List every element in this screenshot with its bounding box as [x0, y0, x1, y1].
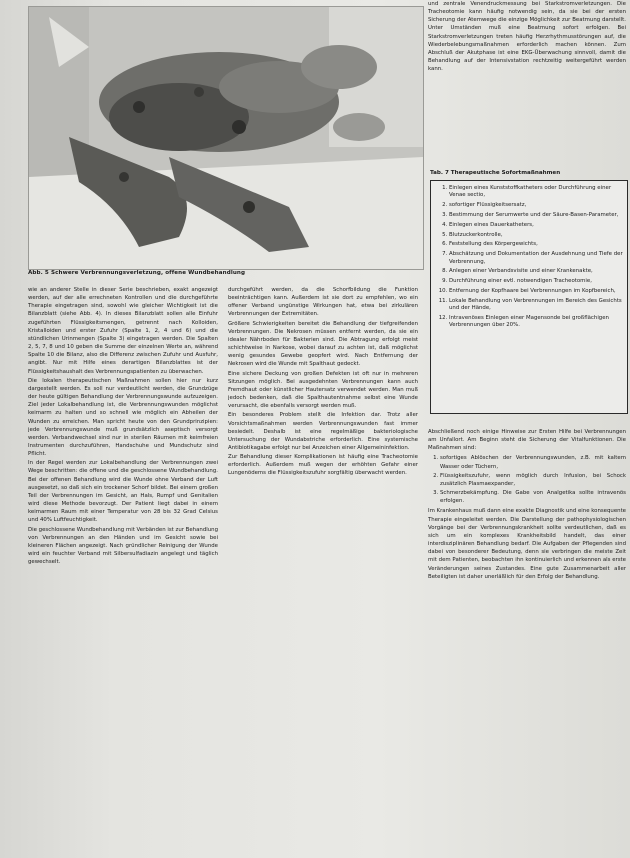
text-column-3-top: [428, 0, 626, 158]
text-column-1: [28, 286, 218, 852]
list-item: 11. Lokale Behandlung von Verbrennungen im Bereich des Gesichts und der Hände,: [449, 298, 623, 313]
table-title: Tab. 7 Therapeutische Sofortmaßnahmen: [430, 170, 561, 176]
list-item: 5. Blutzuckerkontrolle,: [449, 232, 623, 239]
photo-image: [29, 7, 423, 269]
paragraph: Abschließend noch einige Hinweise zur Ersten Hilfe bei Verbrennungen am Unfallort. Am Beginn steht die Sicherung der Vitalfunktionen. Die Maßnahmen sind:: [428, 429, 626, 452]
list-item: 3. Bestimmung der Serumwerte und der Säure-Basen-Parameter,: [449, 212, 623, 219]
list-item: 9. Durchführung einer evtl. notwendigen Tracheotomie,: [449, 278, 623, 285]
paragraph: und zentrale Venendruckmessung bei Starkstromverletzungen. Die Tracheotomie kann häufig notwendig sein, da sie bei der ersten Sicherung der Atemwege die einzige Möglichkeit zur Beatmung darstellt. Unter Umständen muß eine Beatmung sofort erfolgen. Bei Starkstromverletzungen treten häufig Herzrhythmusstörungen auf, die Wiederbelebungsmaßnahmen erforderlich machen können. Zum Abschluß der Akutphase ist eine EKG-Überwachung sinnvoll, damit die Behandlung auf der Intensivstation rechtzeitig weitergeführt werden kann.: [428, 1, 626, 73]
measures-list: [435, 185, 623, 330]
paragraph: Ein besonderes Problem stellt die Infektion dar. Trotz aller Vorsichtsmaßnahmen werden Verbrennungswunden fast immer besiedelt. Deshalb ist eine regelmäßige bakteriologische Untersuchung der Wundabstriche erforderlich. Eine systemische Antibiotikagabe erfolgt nur bei Anzeichen einer Allgemeininfektion.: [228, 412, 418, 451]
list-item: 12. Intravenöses Einlegen einer Magensonde bei großflächigen Verbrennungen über 20%.: [449, 315, 623, 330]
text-column-2: [228, 286, 418, 852]
burn-patient-photo: [28, 6, 424, 270]
list-item: 6. Feststellung des Körpergewichts,: [449, 241, 623, 248]
list-item: 2. Flüssigkeitszufuhr, wenn möglich durch Infusion, bei Schock zusätzlich Plasmaexpander,: [440, 472, 626, 488]
paragraph: Die geschlossene Wundbehandlung mit Verbänden ist zur Behandlung von Verbrennungen an den Händen und im Gesicht sowie bei kleineren Flächen angezeigt. Nach gründlicher Reinigung der Wunde wird ein feuchter Verband mit Silbersulfadiazin angelegt und täglich gewechselt.: [28, 526, 218, 566]
figure-caption: Abb. 5 Schwere Verbrennungsverletzung, offene Wundbehandlung: [28, 270, 246, 276]
paragraph: Zur Behandlung dieser Komplikationen ist häufig eine Tracheotomie erforderlich. Außerdem muß wegen der erhöhten Gefahr einer Lungenödems die Flüssigkeitszufuhr sorgfältig überwacht werden.: [228, 454, 418, 477]
list-item: 3. Schmerzbekämpfung. Die Gabe von Analgetika sollte intravenös erfolgen.: [440, 489, 626, 505]
paragraph: In der Regel werden zur Lokalbehandlung der Verbrennungen zwei Wege beschritten: die offene und die geschlossene Wundbehandlung. Bei der offenen Behandlung wird die Wunde ohne Verband der Luft ausgesetzt, so daß sich ein trockener Schorf bildet. Bei einem großen Teil der Verbrennungen im Gesicht, an Hals, Rumpf und Genitalien wird diese Methode bevorzugt. Der Patient liegt dabei in einem keimarmen Raum mit einer Temperatur von 28 bis 32 Grad Celsius und 40% Luftfeuchtigkeit.: [28, 460, 218, 524]
measures-table: [430, 180, 628, 414]
paragraph: Im Krankenhaus muß dann eine exakte Diagnostik und eine konsequente Therapie eingeleitet werden. Die Darstellung der pathophysiologischen Vorgänge bei der Verbrennungskrankheit sollte verdeutlichen, daß es sich um ein komplexes Krankheitsbild handelt, das einer interdisziplinären Behandlung bedarf. Die Aufgaben der Pflegenden sind dabei von besonderer Bedeutung, denn sie verbringen die meiste Zeit mit dem Patienten, beobachten ihn kontinuierlich und erkennen als erste Veränderungen seines Zustandes. Eine gute Zusammenarbeit aller Beteiligten ist daher unerläßlich für den Erfolg der Behandlung.: [428, 508, 626, 580]
first-aid-list: [428, 454, 626, 505]
paragraph: durchgeführt werden, da die Schorfbildung die Funktion beeinträchtigen kann. Außerdem ist sie dort zu empfehlen, wo ein offener Verband ungünstige Wirkungen hat, etwa bei zirkulären Verbrennungen der Extremitäten.: [228, 287, 418, 318]
paragraph: Größere Schwierigkeiten bereitet die Behandlung der tiefgreifenden Verbrennungen. Die Nekrosen müssen entfernt werden, da sie ein idealer Nährboden für Bakterien sind. Die Abtragung erfolgt meist schichtweise in Narkose, wobei darauf zu achten ist, daß möglichst wenig gesundes Gewebe geopfert wird. Nach Entfernung der Nekrosen wird die Wunde mit Spalthaut gedeckt.: [228, 320, 418, 368]
list-item: 8. Anlegen einer Verbandsvisite und einer Krankenakte,: [449, 268, 623, 275]
list-item: 4. Einlegen eines Dauerkatheters,: [449, 222, 623, 229]
list-item: 1. Einlegen eines Kunststoffkatheters oder Durchführung einer Venae sectio,: [449, 185, 623, 200]
list-item: 2. sofortiger Flüssigkeitsersatz,: [449, 202, 623, 209]
text-column-3-bottom: [428, 428, 626, 852]
list-item: 7. Abschätzung und Dokumentation der Ausdehnung und Tiefe der Verbrennung,: [449, 251, 623, 266]
list-item: 1. sofortiges Ablöschen der Verbrennungswunden, z.B. mit kaltem Wasser oder Tüchern,: [440, 454, 626, 470]
list-item: 10. Entfernung der Kopfhaare bei Verbrennungen im Kopfbereich,: [449, 288, 623, 295]
paragraph: Eine sichere Deckung von großen Defekten ist oft nur in mehreren Sitzungen möglich. Bei ausgedehnten Verbrennungen kann auch Fremdhaut oder künstlicher Hautersatz verwendet werden. Man muß jedoch bedenken, daß die Spalthautentnahme selbst eine Wunde verursacht, die ebenfalls versorgt werden muß.: [228, 370, 418, 410]
paragraph: Die lokalen therapeutischen Maßnahmen sollen hier nur kurz dargestellt werden. Es soll nur verdeutlicht werden, die Grundzüge der heute gültigen Behandlung der Verbrennungswunde aufzuzeigen. Ziel jeder Lokalbehandlung ist, die Verbrennungswunden möglichst keimarm zu halten und so schnell wie möglich ein Abheilen der Wunden zu erreichen. Man spricht heute von den Grundprinzipien: jede Verbrennungswunde muß grundsätzlich aseptisch versorgt werden. Verbandwechsel sind nur in sterilen Räumen mit keimfreien Instrumenten durchzuführen, Handschuhe und Mundschutz sind Pflicht.: [28, 377, 218, 458]
paragraph: wie an anderer Stelle in dieser Serie beschrieben, exakt angezeigt werden, auf der alle errechneten Kontrollen und die durchgeführte Therapie eingetragen sind, sowohl wie gleicher Wichtigkeit ist die Bilanzblatt (siehe Abb. 4). In dieses Bilanzblatt sollen alle Einfuhr zugeführten Flüssigkeitsmengen, getrennt nach Kolloiden, Kristalloiden und erster Zufuhr (Spalte 1, 2, 4 und 6) und die stündlichen Urinmengen (Spalte 3) eingetragen werden. Die Spalten 2, 5, 7, 8 und 10 geben die Summe der einzelnen Werte an, während Spalte 10 die Bilanz, also die Differenz zwischen Zufuhr und Ausfuhr, angibt. Nur mit Hilfe eines derartigen Bilanzblattes ist der Flüssigkeitshaushalt des Verbrennungspatienten zu überwachen.: [28, 287, 218, 375]
